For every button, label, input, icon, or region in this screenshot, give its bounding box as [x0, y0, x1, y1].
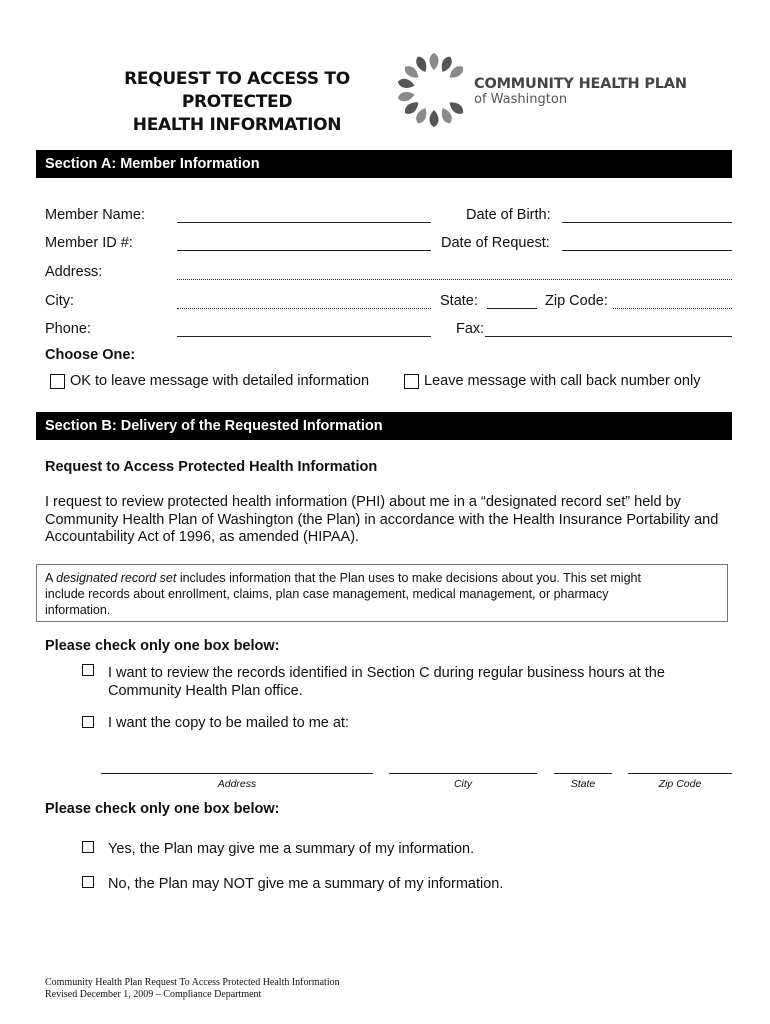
option-detailed-label: OK to leave message with detailed information [70, 373, 370, 389]
mail-copy-label: I want the copy to be mailed to me at: [108, 715, 349, 731]
date-of-request-label: Date of Request: [441, 235, 550, 251]
section-b-subheading: Request to Access Protected Health Information [45, 459, 378, 475]
footer [45, 977, 340, 1001]
city-label: City: [45, 293, 74, 309]
summary-no-label: No, the Plan may NOT give me a summary of my information. [108, 876, 504, 892]
date-of-birth-label: Date of Birth: [466, 207, 551, 223]
form-title-line2: HEALTH INFORMATION [132, 115, 342, 135]
form-title [72, 68, 402, 137]
footer-line2: Revised December 1, 2009 – Compliance Department [45, 989, 262, 1000]
note-line2: include records about enrollment, claims, plan case management, medical management, or pharmacy [45, 587, 609, 601]
section-a-heading: Section A: Member Information [36, 150, 732, 178]
org-logo-icon [396, 52, 472, 128]
zip-field[interactable] [613, 308, 732, 309]
request-paragraph-line3: Accountability Act of 1996, as amended (HIPAA). [45, 529, 360, 545]
mail-copy-checkbox[interactable] [82, 716, 94, 728]
mail-address-caption: Address [217, 778, 257, 790]
fax-field[interactable] [485, 336, 732, 337]
note-prefix: A [45, 571, 57, 585]
note-term: designated record set [56, 571, 177, 585]
option-callback-label: Leave message with call back number only [424, 373, 701, 389]
request-paragraph-line2: Community Health Plan of Washington (the Plan) in accordance with the Health Insurance Portability and [45, 511, 719, 528]
org-name: COMMUNITY HEALTH PLAN [474, 76, 687, 92]
review-records-line1: I want to review the records identified in Section C during regular business hours at the [108, 665, 665, 681]
check-heading-delivery: Please check only one box below: [45, 638, 280, 654]
mail-state-caption: State [570, 778, 596, 790]
date-of-birth-field[interactable] [562, 222, 732, 223]
mail-city-field[interactable] [389, 773, 537, 774]
request-paragraph [45, 494, 718, 547]
review-records-checkbox[interactable] [82, 664, 94, 676]
form-title-line1: REQUEST TO ACCESS TO PROTECTED [124, 69, 350, 112]
mail-zip-field[interactable] [628, 773, 732, 774]
member-id-label: Member ID #: [45, 235, 133, 251]
city-field[interactable] [177, 308, 431, 309]
org-name-sub: of Washington [474, 92, 568, 107]
check-heading-summary: Please check only one box below: [45, 801, 280, 817]
option-callback-checkbox[interactable] [404, 374, 419, 389]
phone-label: Phone: [45, 321, 91, 337]
member-id-field[interactable] [177, 250, 431, 251]
option-detailed-checkbox[interactable] [50, 374, 65, 389]
address-label: Address: [45, 264, 103, 280]
member-name-field[interactable] [177, 222, 431, 223]
note-line1: includes information that the Plan uses to make decisions about you. This set might [176, 571, 641, 585]
state-label: State: [440, 293, 478, 309]
zip-label: Zip Code: [545, 293, 608, 309]
summary-no-checkbox[interactable] [82, 876, 94, 888]
designated-record-note [36, 564, 728, 622]
review-records-label [108, 665, 665, 700]
mail-address-field[interactable] [101, 773, 373, 774]
review-records-line2: Community Health Plan office. [108, 682, 303, 699]
mail-state-field[interactable] [554, 773, 612, 774]
summary-yes-label: Yes, the Plan may give me a summary of my information. [108, 841, 475, 857]
address-field[interactable] [177, 279, 732, 280]
mail-city-caption: City [453, 778, 473, 790]
date-of-request-field[interactable] [562, 250, 732, 251]
state-field[interactable] [487, 308, 537, 309]
summary-yes-checkbox[interactable] [82, 841, 94, 853]
phone-field[interactable] [177, 336, 431, 337]
mail-zip-caption: Zip Code [658, 778, 702, 790]
footer-line1: Community Health Plan Request To Access Protected Health Information [45, 977, 340, 988]
fax-label: Fax: [456, 321, 485, 337]
section-b-heading: Section B: Delivery of the Requested Information [36, 412, 732, 440]
member-name-label: Member Name: [45, 207, 145, 223]
note-line3: information. [45, 603, 111, 617]
choose-one-label: Choose One: [45, 347, 136, 363]
request-paragraph-line1: I request to review protected health information (PHI) about me in a “designated record set” held by [45, 494, 681, 510]
